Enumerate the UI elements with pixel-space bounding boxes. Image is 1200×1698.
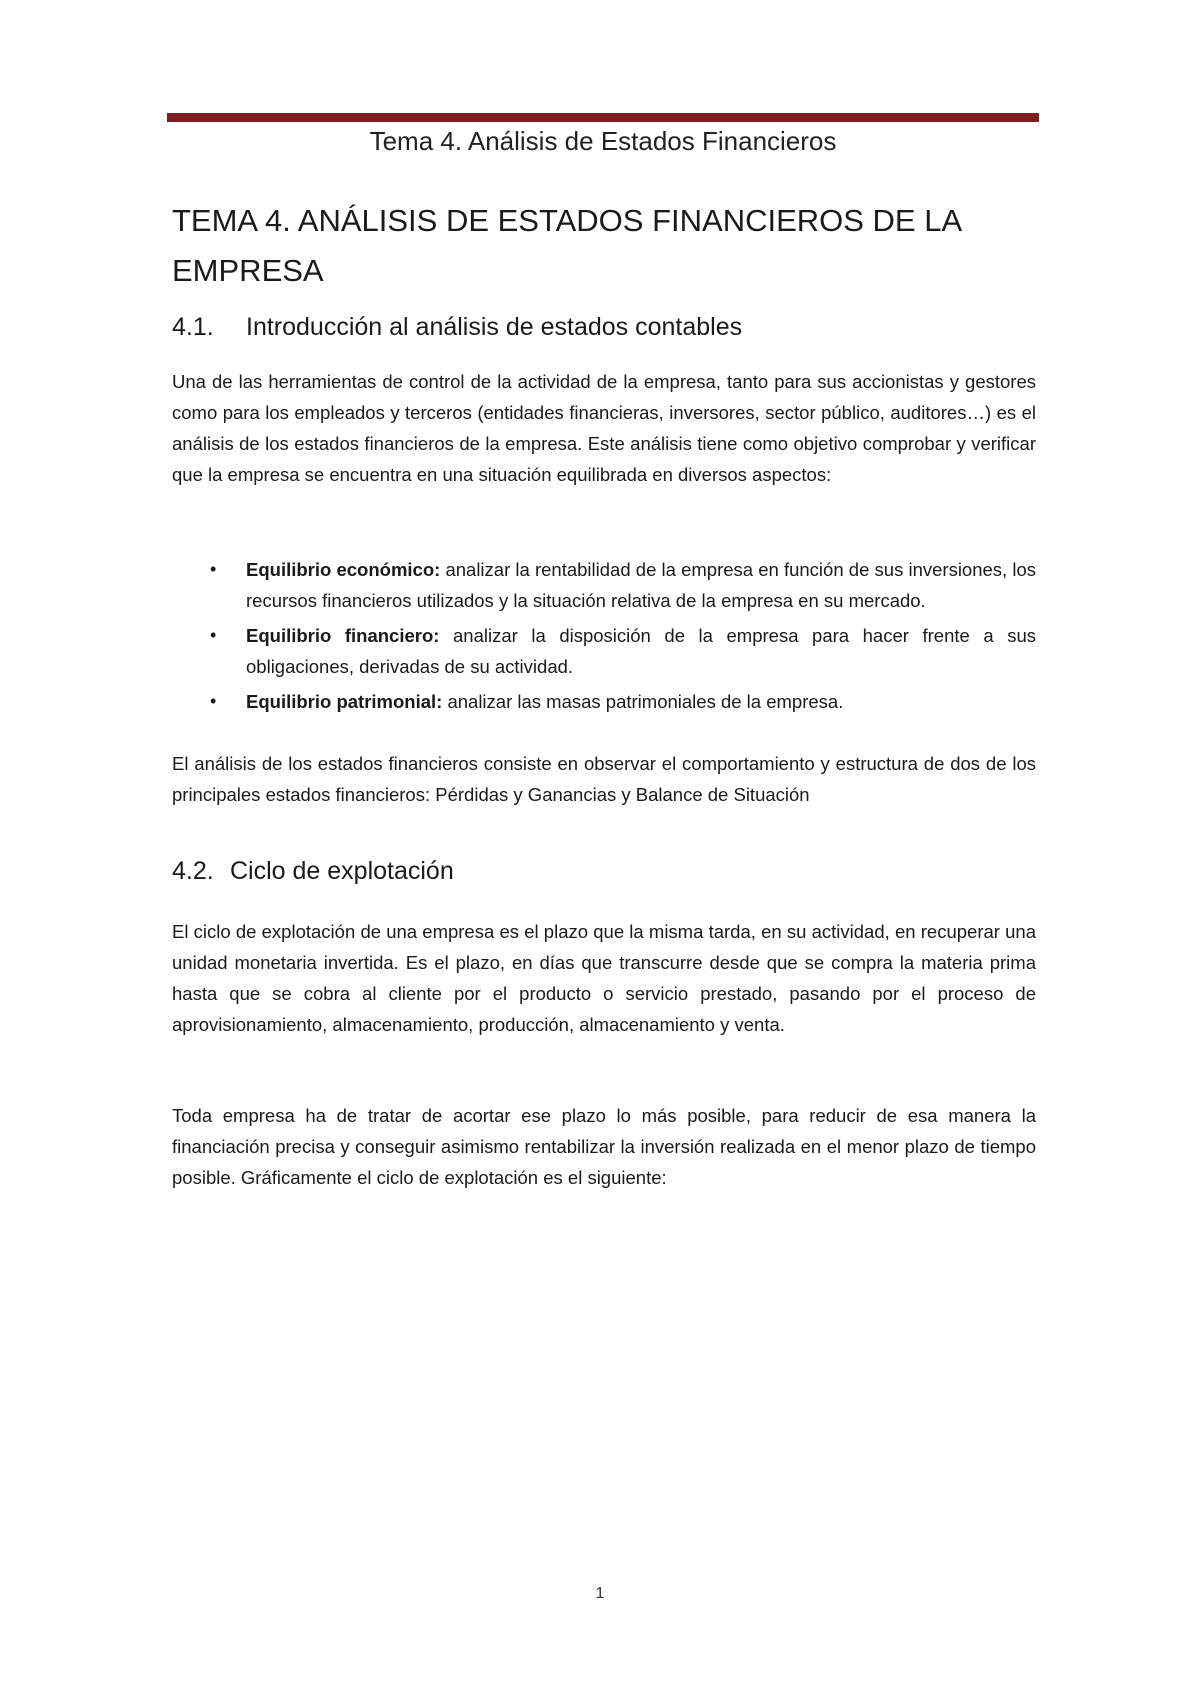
section-number: 4.2. [172, 857, 214, 885]
conclusion-paragraph: El análisis de los estados financieros consiste en observar el comportamiento y estructura de dos de los principales estados financieros: Pérdidas y Ganancias y Balance de Situación [172, 753, 1036, 805]
running-header: Tema 4. Análisis de Estados Financieros [369, 126, 837, 156]
intro-paragraph: Una de las herramientas de control de la actividad de la empresa, tanto para sus accionistas y gestores como para los empleados y terceros (entidades financieras, inversores, sector público, auditores…) es el análisis de los estados financieros de la empresa. Este análisis tiene como objetivo comprobar y verificar que la empresa se encuentra en una situación equilibrada en diversos aspectos: [172, 371, 1036, 485]
section-title: Ciclo de explotación [230, 857, 454, 885]
list-item [172, 620, 1036, 682]
section-heading-4-1 [172, 313, 742, 342]
list-item-text: analizar la rentabilidad de la empresa en función de sus inversiones, los recursos financieros utilizados y la situación relativa de la empresa en su mercado. [246, 559, 1037, 611]
list-item-text: analizar la disposición de la empresa para hacer frente a sus obligaciones, derivadas de su actividad. [246, 625, 1036, 677]
list-item [172, 686, 1036, 717]
page-number: 1 [595, 1585, 605, 1602]
bullet-icon: • [210, 559, 217, 579]
list-item-term: Equilibrio económico: [246, 559, 441, 580]
section-title: Introducción al análisis de estados contables [246, 313, 743, 341]
bullet-icon: • [210, 625, 217, 645]
section-heading-4-2 [172, 857, 454, 886]
cycle-paragraph-1: El ciclo de explotación de una empresa es el plazo que la misma tarda, en su actividad, en recuperar una unidad monetaria invertida. Es el plazo, en días que transcurre desde que se compra la materia prima hasta que se cobra al cliente por el producto o servicio prestado, pasando por el proceso de aprovisionamiento, almacenamiento, producción, almacenamiento y venta. [172, 921, 1036, 1035]
list-item-term: Equilibrio financiero: [246, 625, 440, 646]
bullet-icon: • [210, 691, 217, 711]
list-item [172, 554, 1036, 616]
equilibrium-list [172, 554, 1036, 721]
cycle-paragraph-2: Toda empresa ha de tratar de acortar ese plazo lo más posible, para reducir de esa manera la financiación precisa y conseguir asimismo rentabilizar la inversión realizada en el menor plazo de tiempo posible. Gráficamente el ciclo de explotación es el siguiente: [172, 1105, 1036, 1188]
header-rule [167, 113, 1039, 122]
document-title: TEMA 4. ANÁLISIS DE ESTADOS FINANCIEROS DE LA EMPRESA [172, 203, 961, 288]
section-number: 4.1. [172, 313, 214, 341]
list-item-term: Equilibrio patrimonial: [246, 691, 443, 712]
list-item-text: analizar las masas patrimoniales de la empresa. [442, 691, 844, 712]
